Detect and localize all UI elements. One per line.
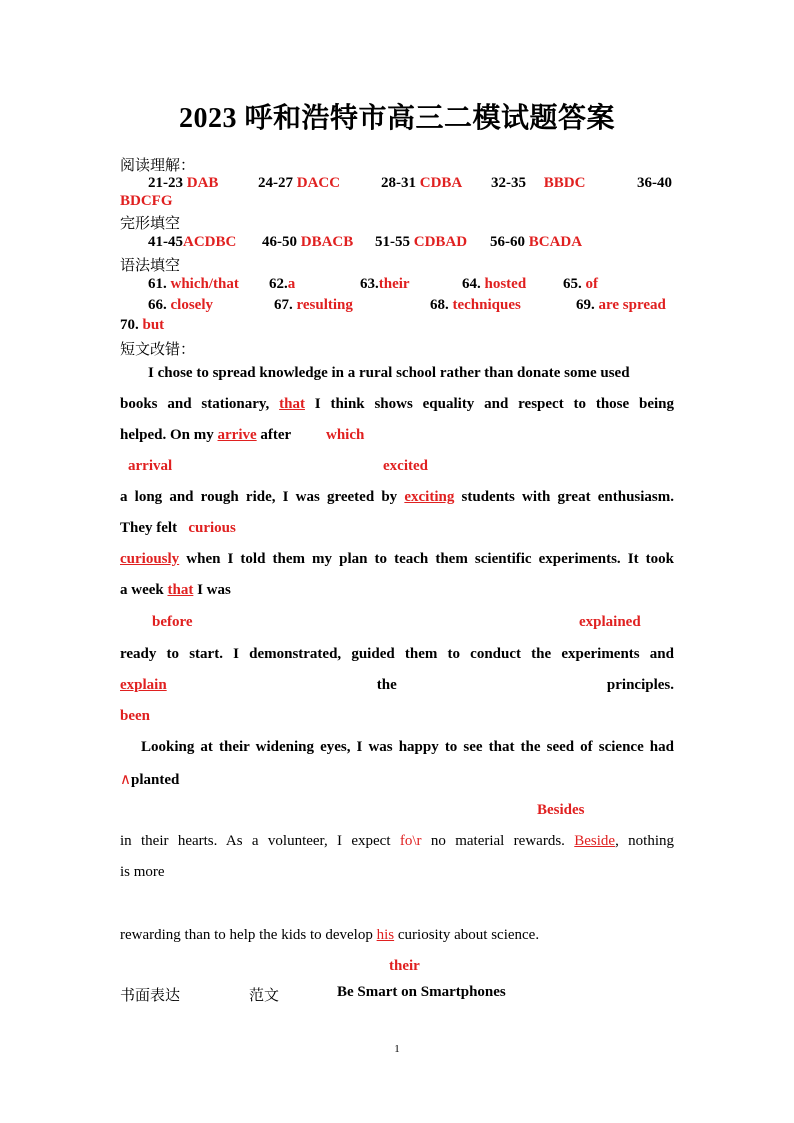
fix-word: which <box>326 427 365 443</box>
grammar-answer: their <box>378 276 410 292</box>
text: a long and rough ride, I was greeted by <box>120 489 398 505</box>
grammar-num: 62. <box>269 276 288 292</box>
error-word: that <box>167 582 194 598</box>
error-word: arrive <box>217 427 257 443</box>
grammar-item <box>462 276 526 293</box>
grammar-num: 70. <box>120 317 139 333</box>
grammar-item <box>563 276 598 293</box>
fix-word: excited <box>383 458 428 474</box>
error-word: Beside <box>574 833 616 849</box>
correction-line-5 <box>120 489 674 506</box>
correction-line-11 <box>120 677 674 694</box>
cloze-range: 46-50 <box>262 234 297 250</box>
cloze-range: 56-60 <box>490 234 525 250</box>
cloze-answer: BCADA <box>528 234 583 250</box>
cloze-group-4 <box>490 234 582 251</box>
page-title: 2023 呼和浩特市高三二模试题答案 <box>178 103 615 134</box>
fix-word: explained <box>579 614 641 630</box>
text: I chose to spread knowledge in a rural school rather than donate some used <box>148 365 630 381</box>
reading-answer: BDCFG <box>120 193 173 209</box>
sample-label: 范文 <box>249 988 280 1004</box>
fix-word: Besides <box>537 802 585 818</box>
error-word: explain <box>120 677 167 693</box>
grammar-answer: a <box>287 276 296 292</box>
correction-line-8 <box>120 582 231 599</box>
correction-line-6 <box>120 520 236 537</box>
text: in their hearts. As a volunteer, I expect <box>120 833 391 849</box>
reading-group-2 <box>258 175 340 192</box>
reading-group-1 <box>148 175 218 192</box>
cloze-label: 完形填空 <box>120 216 181 232</box>
correction-line-3 <box>120 427 291 444</box>
text: helped. On my <box>120 427 214 443</box>
grammar-answer: closely <box>170 297 213 313</box>
cloze-group-2 <box>262 234 353 251</box>
text: when I told them my plan to teach them scientific experiments. It took <box>186 551 674 567</box>
grammar-answer: techniques <box>452 297 521 313</box>
reading-range: 32-35 <box>491 175 526 191</box>
grammar-num: 69. <box>576 297 595 313</box>
error-word: exciting <box>404 489 455 505</box>
grammar-answer: which/that <box>170 276 239 292</box>
correction-line-10: ready to start. I demonstrated, guided them to conduct the experiments and <box>120 646 674 662</box>
correction-label: 短文改错： <box>120 342 196 358</box>
error-word: his <box>376 927 395 943</box>
fix-word: been <box>120 708 150 724</box>
grammar-answer: of <box>585 276 598 292</box>
error-word: curiously <box>120 551 180 567</box>
text: curiosity about science. <box>397 927 540 943</box>
essay-title: Be Smart on Smartphones <box>337 984 506 1000</box>
writing-label: 书面表达 <box>120 988 181 1004</box>
reading-range: 21-23 <box>148 175 183 191</box>
grammar-answer: are spread <box>598 297 666 313</box>
reading-answer: CDBA <box>419 175 463 191</box>
error-word: that <box>279 396 305 412</box>
reading-group-3 <box>381 175 462 192</box>
cloze-range: 41-45 <box>148 234 183 250</box>
error-word: fo\r <box>399 833 422 849</box>
grammar-item <box>576 297 666 314</box>
grammar-num: 65. <box>563 276 582 292</box>
grammar-num: 63. <box>360 276 379 292</box>
text: principles. <box>606 677 674 693</box>
text: students with great enthusiasm. <box>461 489 675 505</box>
grammar-item <box>120 317 164 334</box>
cloze-group-1 <box>148 234 236 251</box>
grammar-item <box>360 276 410 293</box>
grammar-answer: resulting <box>296 297 353 313</box>
correction-line-13: Looking at their widening eyes, I was happy to see that the seed of science had <box>141 739 674 755</box>
text: after <box>260 427 292 443</box>
grammar-item <box>430 297 521 314</box>
grammar-item <box>274 297 353 314</box>
cloze-range: 51-55 <box>375 234 410 250</box>
reading-range: 24-27 <box>258 175 293 191</box>
correction-line-2 <box>120 396 674 413</box>
text: They felt <box>120 520 178 536</box>
grammar-num: 67. <box>274 297 293 313</box>
text: I was <box>197 582 231 598</box>
cloze-group-3 <box>375 234 467 251</box>
reading-answer: BBDC <box>543 175 586 191</box>
correction-line-1 <box>148 365 674 382</box>
text: rewarding than to help the kids to develop <box>120 927 373 943</box>
fix-word: their <box>389 958 420 974</box>
text: I think shows equality and respect to those being <box>314 396 675 412</box>
text: the <box>376 677 397 693</box>
grammar-item <box>148 297 213 314</box>
reading-group-4 <box>491 175 585 192</box>
grammar-answer: hosted <box>484 276 527 292</box>
grammar-num: 66. <box>148 297 167 313</box>
grammar-num: 68. <box>430 297 449 313</box>
grammar-label: 语法填空 <box>120 258 181 274</box>
fix-word: before <box>152 614 193 630</box>
reading-range: 28-31 <box>381 175 416 191</box>
insert-caret-icon: ∧ <box>120 772 131 788</box>
text: , nothing <box>615 833 675 849</box>
cloze-answer: CDBAD <box>413 234 468 250</box>
text: books and stationary, <box>120 396 270 412</box>
grammar-answer: but <box>142 317 165 333</box>
text: planted <box>130 772 180 788</box>
reading-answer: DAB <box>186 175 219 191</box>
grammar-num: 61. <box>148 276 167 292</box>
grammar-num: 64. <box>462 276 481 292</box>
correction-line-14 <box>120 770 179 789</box>
correction-line-7 <box>120 551 674 568</box>
cloze-answer: ACDBC <box>183 234 237 250</box>
text: no material rewards. <box>430 833 565 849</box>
grammar-item <box>269 276 295 293</box>
fix-word: arrival <box>128 458 173 474</box>
reading-answer: DACC <box>296 175 341 191</box>
grammar-item <box>148 276 239 293</box>
page-number: 1 <box>394 1043 400 1055</box>
cloze-answer: DBACB <box>300 234 354 250</box>
text: a week <box>120 582 164 598</box>
correction-line-16 <box>120 833 674 850</box>
reading-range: 36-40 <box>637 175 672 191</box>
correction-line-17: is more <box>120 864 165 880</box>
reading-label: 阅读理解： <box>120 158 196 174</box>
correction-line-18 <box>120 927 539 944</box>
fix-word: curious <box>188 520 236 536</box>
